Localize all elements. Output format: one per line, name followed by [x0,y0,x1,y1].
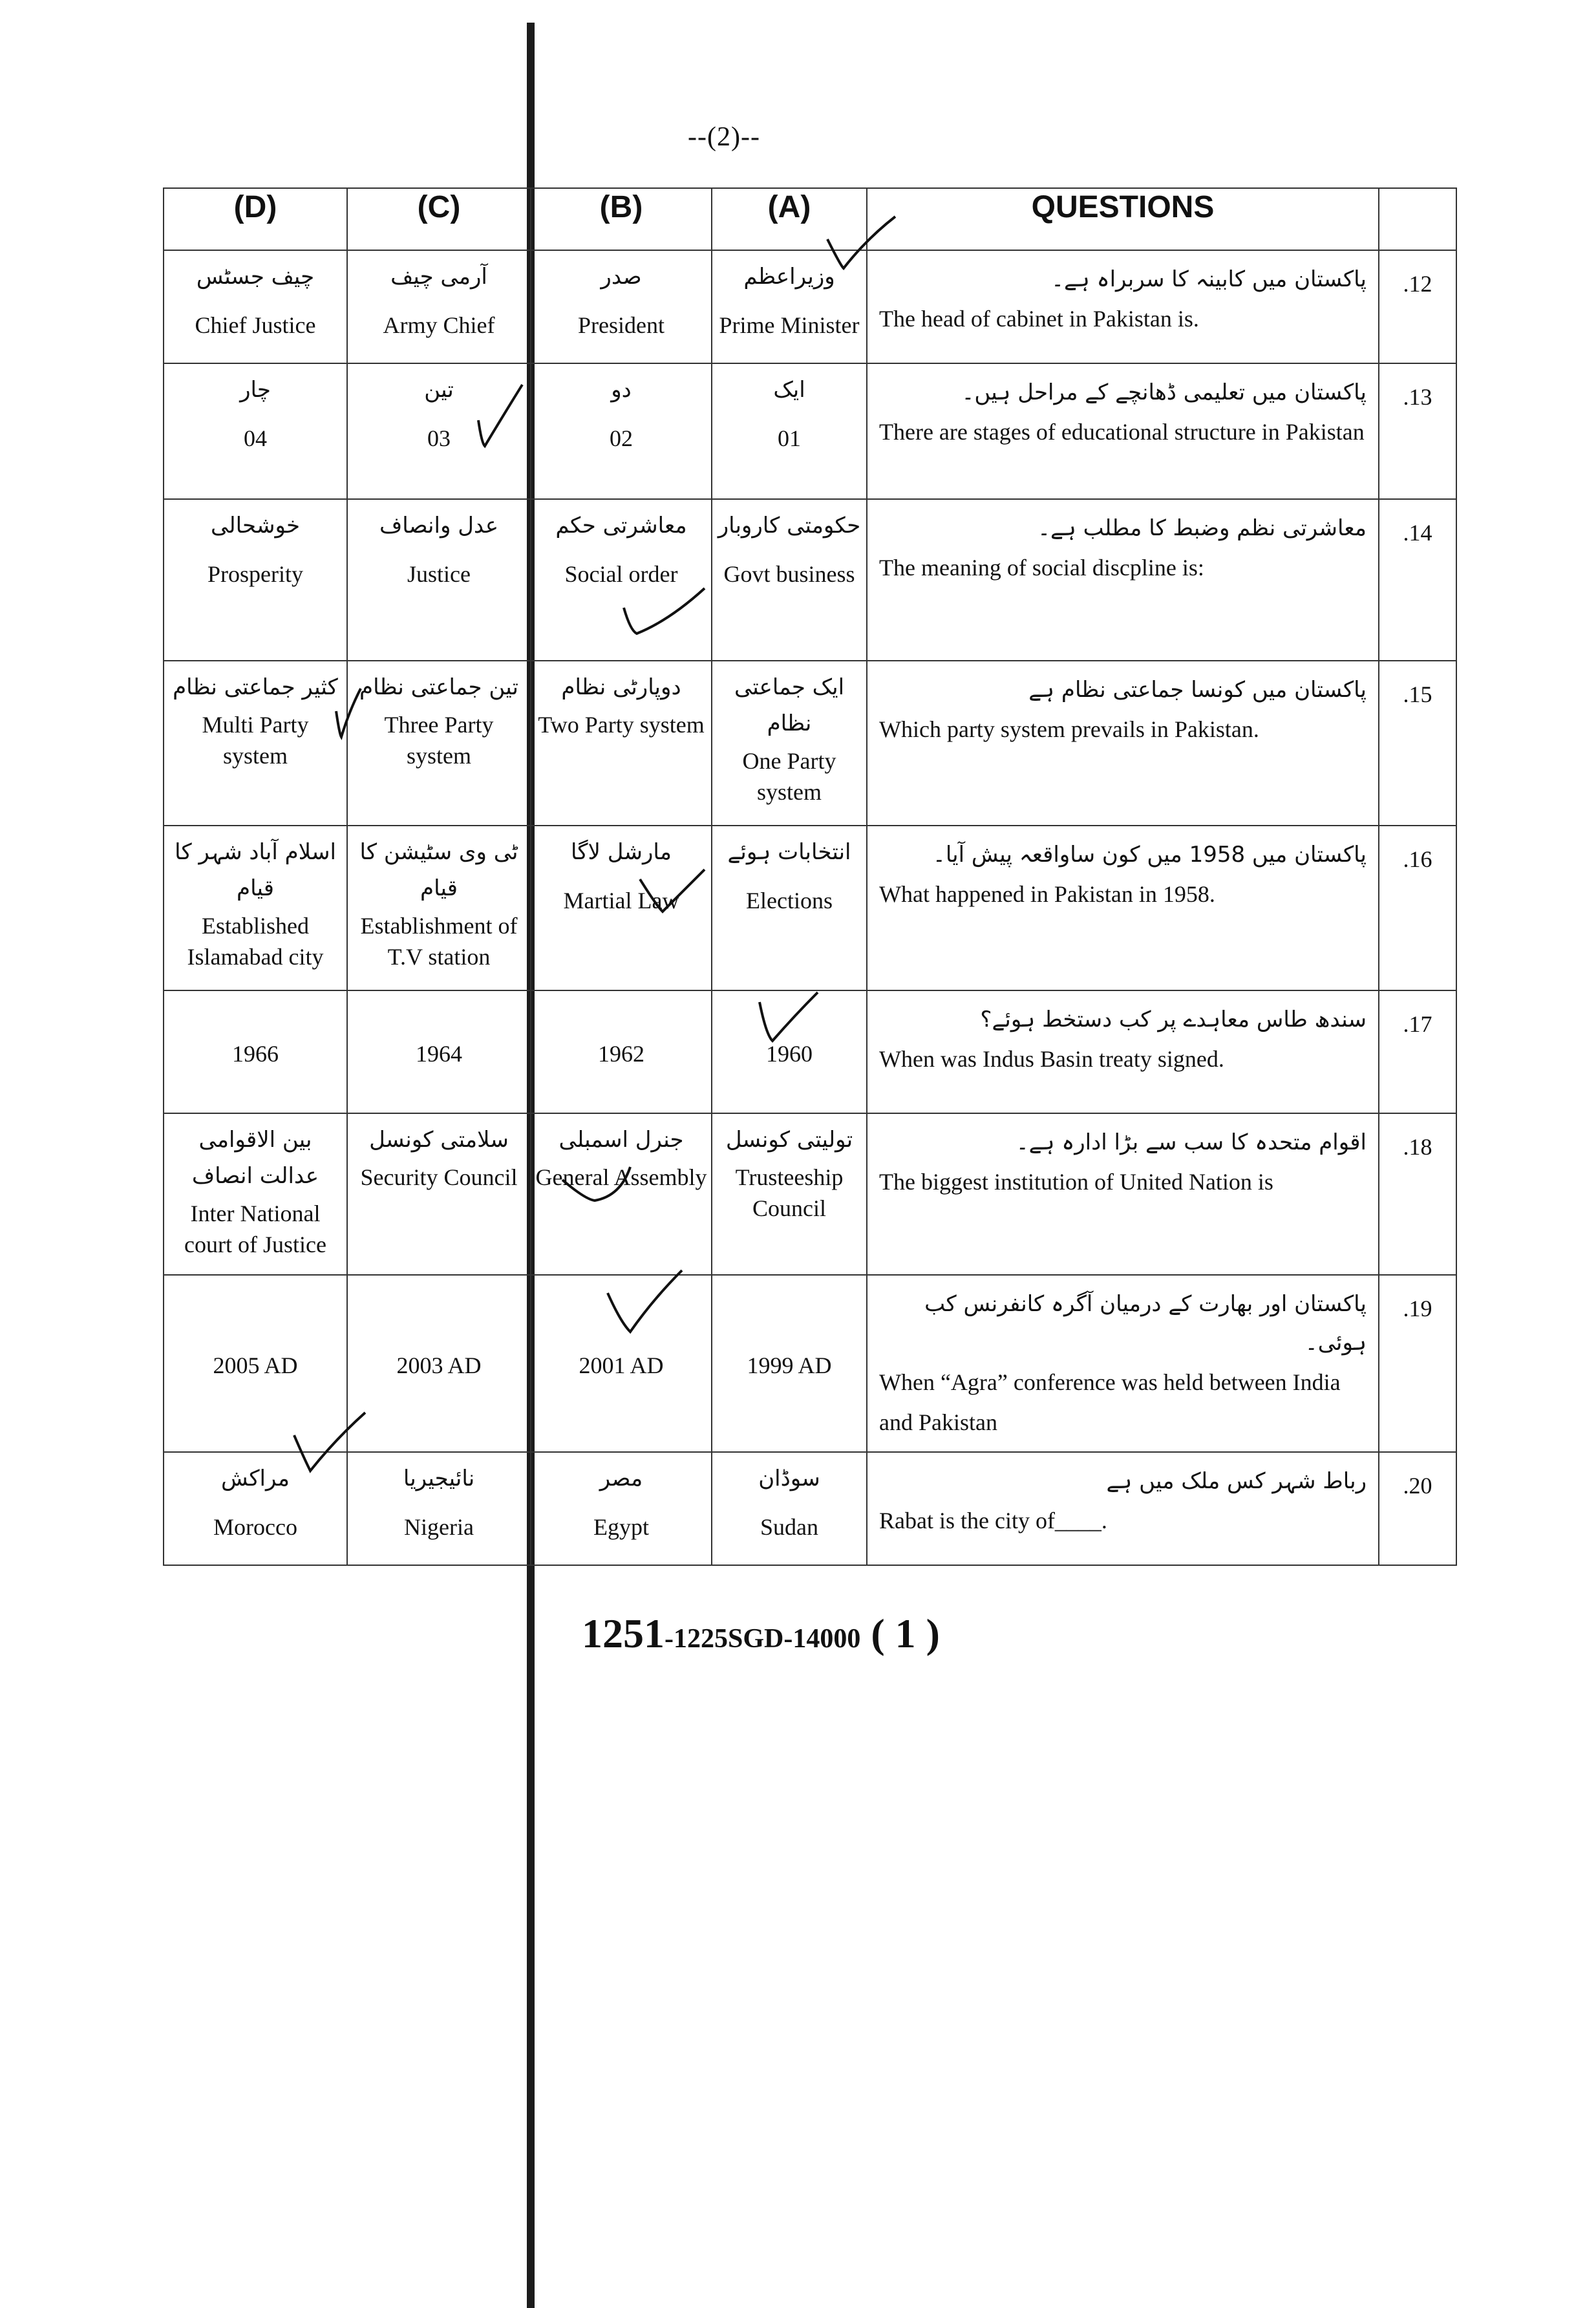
question-row [164,363,1456,499]
option-urdu-text: تین [424,377,454,403]
question-urdu-text: پاکستان میں کابینہ کا سربراہ ہے۔ [1051,266,1367,292]
option-urdu-text: آرمی چیف [390,264,487,290]
header-c: (C) [347,188,531,250]
option-urdu-text: ایک [773,377,805,403]
option-english-text: Multi Party system [202,712,309,769]
option-d-cell [164,499,347,661]
question-row [164,990,1456,1113]
option-d-cell [164,1113,347,1275]
option-english-text: Establishment of T.V station [360,913,518,970]
option-english-text: Established Islamabad city [187,913,324,970]
option-english-text: Martial Law [563,888,679,914]
question-number: .15 [1379,661,1456,826]
paper-code-main: 1251 [582,1610,665,1656]
option-c-cell [347,661,531,826]
question-cell [867,499,1379,661]
question-rows [164,250,1456,1565]
option-urdu-text: مراکش [221,1466,290,1491]
option-english-text: 04 [244,425,267,451]
header-number [1379,188,1456,250]
option-b-cell [531,499,712,661]
question-number: .18 [1379,1113,1456,1275]
option-urdu-text: وزیراعظم [743,264,835,290]
option-a-cell [712,1113,867,1275]
header-b: (B) [531,188,712,250]
question-urdu-text: اقوام متحدہ کا سب سے بڑا ادارہ ہے۔ [1016,1129,1367,1155]
question-row [164,1113,1456,1275]
option-d-cell [164,661,347,826]
option-c-cell [347,990,531,1113]
question-cell [867,1113,1379,1275]
question-number: .14 [1379,499,1456,661]
option-d-cell [164,1275,347,1452]
option-d-cell [164,990,347,1113]
option-d-cell [164,826,347,990]
option-urdu-text: سوڈان [758,1466,820,1491]
option-english-text: 2001 AD [579,1352,664,1378]
question-number: .16 [1379,826,1456,990]
option-urdu-text: بین الاقوامی عدالت انصاف [191,1127,319,1189]
option-english-text: Chief Justice [195,312,316,338]
option-english-text: Prosperity [207,561,303,587]
option-urdu-text: اسلام آباد شہر کا قیام [175,839,336,901]
question-cell [867,661,1379,826]
option-english-text: Justice [407,561,471,587]
header-a: (A) [712,188,867,250]
option-english-text: Egypt [593,1514,649,1540]
option-english-text: 2003 AD [396,1352,482,1378]
option-english-text: Army Chief [383,312,495,338]
option-a-cell [712,250,867,363]
question-urdu-text: پاکستان میں 1958 میں کون ساواقعہ پیش آیا۔ [932,842,1367,868]
option-english-text: One Party system [742,748,836,805]
option-english-text: 1966 [232,1041,279,1067]
option-c-cell [347,1113,531,1275]
question-urdu-text: رباط شہر کس ملک میں ہے [1106,1468,1367,1494]
option-english-text: Social order [564,561,678,587]
option-english-text: Three Party system [384,712,494,769]
question-row [164,826,1456,990]
option-b-cell [531,1452,712,1565]
option-b-cell [531,1113,712,1275]
question-english-text: Which party system prevails in Pakistan. [879,716,1259,742]
question-english-text: When was Indus Basin treaty signed. [879,1046,1224,1072]
question-english-text: There are stages of educational structure in Pakistan [879,419,1365,445]
option-english-text: 1964 [416,1041,462,1067]
question-urdu-text: معاشرتی نظم وضبط کا مطلب ہے۔ [1037,515,1367,541]
option-english-text: 1960 [766,1041,813,1067]
option-a-cell [712,826,867,990]
option-urdu-text: دو [611,377,632,403]
mcq-table [163,187,1457,1566]
question-english-text: Rabat is the city of____. [879,1508,1107,1533]
option-english-text: 1962 [598,1041,644,1067]
option-a-cell [712,499,867,661]
option-urdu-text: مارشل لاگا [571,839,672,865]
question-row [164,1275,1456,1452]
option-c-cell [347,363,531,499]
option-urdu-text: سلامتی کونسل [369,1127,509,1153]
option-urdu-text: ایک جماعتی نظام [734,674,845,736]
option-a-cell [712,990,867,1113]
question-urdu-text: پاکستان میں کونسا جماعتی نظام ہے [1028,677,1367,703]
option-a-cell [712,1275,867,1452]
question-english-text: When “Agra” conference was held between India and Pakistan [879,1369,1341,1435]
option-english-text: Sudan [760,1514,818,1540]
option-b-cell [531,990,712,1113]
paper-code-paren: ( 1 ) [860,1610,940,1656]
question-urdu-text: سندھ طاس معاہدے پر کب دستخط ہوئے؟ [980,1007,1367,1032]
option-b-cell [531,1275,712,1452]
option-urdu-text: انتخابات ہوئے [727,839,851,865]
option-d-cell [164,363,347,499]
option-d-cell [164,250,347,363]
question-cell [867,1275,1379,1452]
question-number: .13 [1379,363,1456,499]
question-urdu-text: پاکستان اور بھارت کے درمیان آگرہ کانفرنس کب ہوئی۔ [924,1291,1367,1356]
question-urdu-text: پاکستان میں تعلیمی ڈھانچے کے مراحل ہیں۔ [961,379,1367,405]
option-english-text: Trusteeship Council [735,1164,844,1221]
question-cell [867,826,1379,990]
option-c-cell [347,499,531,661]
option-english-text: Security Council [360,1164,518,1190]
option-urdu-text: کثیر جماعتی نظام [173,674,338,700]
paper-code [582,1610,940,1658]
option-english-text: Prime Minister [719,312,860,338]
option-urdu-text: خوشحالی [210,513,301,539]
question-row [164,1452,1456,1565]
question-cell [867,1452,1379,1565]
option-english-text: Nigeria [404,1514,474,1540]
question-number: .20 [1379,1452,1456,1565]
question-cell [867,990,1379,1113]
question-english-text: The head of cabinet in Pakistan is. [879,306,1199,332]
question-row [164,499,1456,661]
option-english-text: General Assembly [535,1164,707,1190]
option-urdu-text: عدل وانصاف [379,513,499,539]
option-c-cell [347,826,531,990]
option-urdu-text: جنرل اسمبلی [559,1127,684,1153]
option-english-text: President [578,312,665,338]
option-b-cell [531,363,712,499]
option-urdu-text: چیف جسٹس [196,264,315,290]
option-english-text: Two Party system [538,712,705,738]
option-urdu-text: نائیجیریا [403,1466,475,1491]
question-row [164,661,1456,826]
option-urdu-text: معاشرتی حکم [555,513,687,539]
question-cell [867,363,1379,499]
option-urdu-text: چار [240,377,271,403]
option-b-cell [531,250,712,363]
page-number: --(2)-- [688,122,760,152]
question-english-text: What happened in Pakistan in 1958. [879,881,1215,907]
question-english-text: The meaning of social discpline is: [879,555,1204,581]
question-row [164,250,1456,363]
option-urdu-text: دوپارٹی نظام [561,674,681,700]
option-d-cell [164,1452,347,1565]
option-urdu-text: تولیتی کونسل [725,1127,853,1153]
header-row [164,188,1456,250]
question-number: .17 [1379,990,1456,1113]
option-b-cell [531,826,712,990]
option-english-text: 03 [427,425,451,451]
option-a-cell [712,1452,867,1565]
option-a-cell [712,363,867,499]
option-urdu-text: صدر [601,264,642,290]
option-c-cell [347,1452,531,1565]
option-urdu-text: حکومتی کاروبار [718,513,861,539]
option-english-text: Elections [746,888,833,914]
paper-code-suffix: -1225SGD-14000 [665,1624,861,1654]
option-b-cell [531,661,712,826]
option-a-cell [712,661,867,826]
option-english-text: Govt business [723,561,855,587]
option-c-cell [347,250,531,363]
header-questions: QUESTIONS [867,188,1379,250]
option-urdu-text: تین جماعتی نظام [359,674,518,700]
question-number: .12 [1379,250,1456,363]
option-english-text: 01 [778,425,801,451]
header-d: (D) [164,188,347,250]
option-english-text: Inter National court of Justice [184,1201,326,1257]
option-c-cell [347,1275,531,1452]
question-number: .19 [1379,1275,1456,1452]
option-english-text: 1999 AD [747,1352,832,1378]
question-cell [867,250,1379,363]
option-urdu-text: ٹی وی سٹیشن کا قیام [359,839,518,901]
option-english-text: 2005 AD [213,1352,298,1378]
option-english-text: Morocco [213,1514,297,1540]
option-english-text: 02 [610,425,633,451]
option-urdu-text: مصر [599,1466,643,1491]
question-english-text: The biggest institution of United Nation is [879,1169,1273,1195]
